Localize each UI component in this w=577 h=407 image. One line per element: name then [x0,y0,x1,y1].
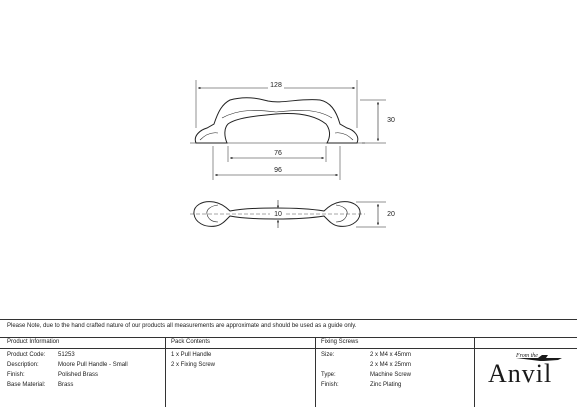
dim-label-inner-centres: 76 [274,150,282,157]
dimension-height [360,100,398,143]
logo-tagline: From the [516,353,538,359]
logo-brand: Anvil [488,359,553,388]
description-value: Moore Pull Handle - Small [58,362,128,368]
dim-label-base-width: 20 [387,211,395,218]
dimension-bar-thickness [270,200,286,228]
handle-front-view [190,98,365,143]
base-material-label: Base Material: [7,382,46,388]
column-divider-1 [165,337,166,407]
product-code-label: Product Code: [7,352,46,358]
description-label: Description: [7,362,39,368]
screw-size-label: Size: [321,352,335,358]
finish-label: Finish: [7,372,25,378]
product-code-value: 51253 [58,352,75,358]
fixing-screws-header: Fixing Screws [321,339,359,345]
screw-finish-value: Zinc Plating [370,382,402,388]
dimension-base-width [356,202,398,227]
frame-divider-top [0,319,577,320]
dim-label-overall-length: 128 [270,82,282,89]
anvil-logo [482,350,574,392]
column-divider-2 [315,337,316,407]
dim-label-bar-thickness: 10 [274,211,282,218]
finish-value: Polished Brass [58,372,99,378]
measurement-note: Please Note, due to the hand crafted nature of our products all measurements are approximate and should be used as a guide only. [7,323,357,329]
screw-size-value-2: 2 x M4 x 25mm [370,362,412,368]
pack-contents-header: Pack Contents [171,339,211,345]
dim-label-outer-centres: 96 [274,167,282,174]
dimension-overall-length [196,80,357,128]
base-material-value: Brass [58,382,74,388]
frame-divider-note [0,337,577,338]
screw-type-label: Type: [321,372,336,378]
dimension-inner-centres [228,146,326,162]
column-divider-3 [474,337,475,407]
dim-label-height: 30 [387,117,395,124]
pack-item: 1 x Pull Handle [171,352,212,358]
screw-type-value: Machine Screw [370,372,412,378]
pack-item: 2 x Fixing Screw [171,362,216,368]
product-information-header: Product Information [7,339,60,345]
screw-finish-label: Finish: [321,382,339,388]
screw-size-value: 2 x M4 x 45mm [370,352,412,358]
frame-divider-headers [0,348,577,349]
